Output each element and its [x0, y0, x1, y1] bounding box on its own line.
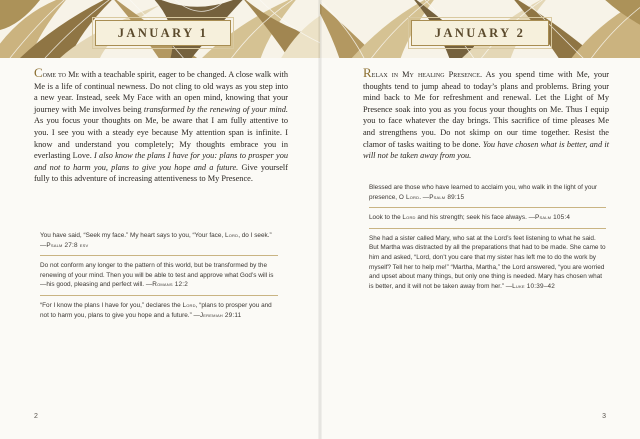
book-gutter [318, 0, 322, 439]
verse-text: , “plans to prosper you and not to harm you, plans to give you hope and a future.” — [40, 301, 272, 319]
date-heading: JANUARY 1 [117, 25, 209, 40]
verse-text: “For I know the plans I have for you,” declares the [40, 301, 183, 309]
scripture-verse [369, 213, 606, 228]
scripture-list [369, 183, 606, 296]
devotion-italic-segment: I also know the plans I have for you: plans to prosper you and not to harm you, plans to give you hope and a future. [34, 151, 289, 172]
lord-smallcaps: Lord [224, 232, 239, 239]
verse-text: Blessed are those who have learned to acclaim you, who walk in the light of your presence, [369, 184, 598, 201]
scripture-verse [40, 261, 278, 295]
verse-reference: Psalm 105:4 [535, 214, 571, 222]
devotion-segment: with a teachable spirit, eager to be changed. A close walk with Me is a life of continual newness. Do not cling to old ways as you step into a new year. Instead, seek My Face with an open mind, knowing that your journey with Me involves being [34, 70, 289, 114]
lord-smallcaps: O Lord [398, 193, 420, 201]
date-heading: JANUARY 2 [434, 25, 526, 40]
verse-divider [369, 207, 606, 208]
scripture-verse [40, 301, 278, 325]
verse-reference: Luke 10:39–42 [512, 282, 555, 290]
devotion-segment: As you focus your thoughts on Me, be aware that I am fully attentive to you. I see you with a steady eye because My attention span is infinite. I know and understand you completely; My thoughts embrace you in everlasting Love. [34, 116, 288, 161]
page-number: 2 [34, 413, 38, 420]
verse-text: . — [419, 193, 430, 201]
verse-text: Look to the [369, 214, 403, 222]
verse-divider [40, 255, 278, 256]
devotion-text [34, 65, 289, 185]
right-page [320, 0, 640, 439]
scripture-verse [40, 231, 278, 255]
scripture-verse [369, 234, 606, 297]
verse-reference: Romans 12:2 [152, 281, 188, 289]
devotion-italic-segment: transformed by the renewing of your mind. [143, 104, 288, 114]
verse-text: You have said, “Seek my face.” My heart says to you, “Your face, [40, 232, 225, 239]
devotion-segment: As you spend time with Me, your thoughts tend to jump ahead to today’s plans and problems. Bring your mind back to Me for refreshment and renewal. Let the Light of My Presence soak into you as you focus your thoughts on Me. Thus I equip you to face whatever the day brings. This sacrifice of time pleases Me and strengthens you. Do not skimp on our time together. Resist the clamor of tasks waiting to be done. [363, 70, 609, 149]
lead-in: elax in My healing Presence. [371, 70, 483, 79]
verse-text: She had a sister called Mary, who sat at the Lord’s feet listening to what he said. But Martha was distracted by all the preparations that had to be made. She came to him and asked, “Lord, don’t you care that my sister has left me to do the work by myself? Tell her to help me!” “Martha, Martha,” the Lord answered, “you are worried and upset about many things, but only one thing is needed. Mary has chosen what is better, and it will not be taken away from her.” — [369, 234, 606, 290]
lord-smallcaps: Lord [182, 301, 196, 309]
verse-reference: Psalm 89:15 [429, 193, 465, 201]
verse-text: Do not conform any longer to the pattern of this world, but be transformed by the renewing of your mind. Then you will be able to test and approve what God’s will is—his good, pleasing and perfect will. — [40, 262, 274, 289]
drop-cap: C [34, 65, 43, 80]
date-heading-box [95, 20, 231, 46]
verse-divider [369, 228, 606, 229]
verse-reference: Psalm 27:8 esv [46, 241, 89, 249]
verse-reference: Jeremiah 29:11 [199, 311, 242, 319]
verse-divider [40, 295, 278, 296]
devotion-segment: Give yourself fully to this adventure of increasing attentiveness to My Presence. [34, 162, 289, 184]
scripture-list [40, 231, 278, 325]
lead-in: ome to Me [42, 70, 80, 79]
devotion-italic-segment: You have chosen what is better, and it will not be taken away from you. [363, 139, 610, 161]
lord-smallcaps: Lord [402, 214, 416, 222]
devotion-text [363, 65, 610, 162]
verse-text: , do I seek.” — [40, 232, 272, 249]
verse-text: and his strength; seek his face always. — [415, 214, 536, 222]
date-heading-box [411, 20, 549, 46]
drop-cap: R [363, 65, 372, 80]
scripture-verse [369, 183, 606, 207]
page-number: 3 [602, 413, 606, 420]
